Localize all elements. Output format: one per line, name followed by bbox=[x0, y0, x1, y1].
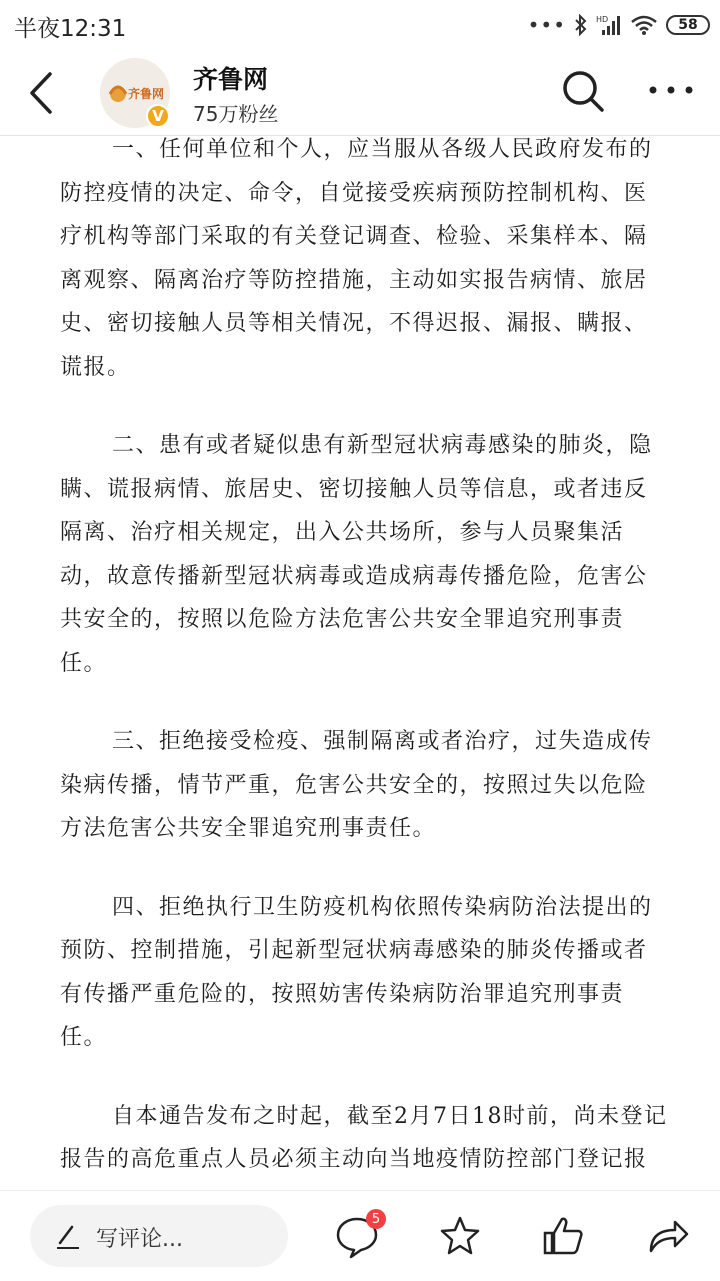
account-name[interactable]: 齐鲁网 bbox=[193, 65, 269, 94]
comment-placeholder: 写评论... bbox=[96, 1227, 183, 1252]
share-icon[interactable] bbox=[645, 1213, 691, 1259]
comment-count-badge: 5 bbox=[366, 1209, 386, 1229]
article-header bbox=[0, 50, 720, 136]
bottom-action-bar bbox=[0, 1190, 720, 1281]
star-icon[interactable] bbox=[437, 1213, 483, 1259]
comment-input[interactable] bbox=[30, 1205, 288, 1267]
bluetooth-icon bbox=[574, 14, 588, 36]
more-icon[interactable] bbox=[648, 80, 694, 100]
like-icon[interactable] bbox=[540, 1213, 586, 1259]
battery-indicator: 58 bbox=[666, 15, 710, 35]
status-time: 半夜12:31 bbox=[14, 16, 127, 42]
notification-dots-icon: ••• bbox=[527, 13, 566, 37]
signal-icon bbox=[596, 14, 622, 36]
back-icon[interactable] bbox=[22, 68, 62, 118]
wifi-icon bbox=[630, 14, 658, 36]
article-paragraph: 二、患有或者疑似患有新型冠状病毒感染的肺炎，隐瞒、谎报病情、旅居史、密切接触人员等信息，或者违反隔离、治疗相关规定，出入公共场所，参与人员聚集活动，故意传播新型冠状病毒或造成病毒传播危险，危害公共安全的，按照以危险方法危害公共安全罪追究刑事责任。 bbox=[60, 433, 653, 676]
search-icon[interactable] bbox=[560, 68, 606, 114]
article-paragraph: 三、拒绝接受检疫、强制隔离或者治疗，过失造成传染病传播，情节严重，危害公共安全的，按照过失以危险方法危害公共安全罪追究刑事责任。 bbox=[60, 729, 653, 841]
article-body bbox=[60, 128, 670, 1190]
svg-text:齐鲁网: 齐鲁网 bbox=[128, 87, 165, 101]
svg-text:HD: HD bbox=[596, 15, 609, 24]
article-paragraph: 自本通告发布之时起，截至2月7日18时前，尚未登记报告的高危重点人员必须主动向当地疫情防控部门登记报 bbox=[60, 1103, 668, 1172]
status-icons bbox=[528, 10, 710, 40]
fans-count: 75万粉丝 bbox=[193, 102, 279, 126]
article-paragraph: 一、任何单位和个人，应当服从各级人民政府发布的防控疫情的决定、命令，自觉接受疾病预防控制机构、医疗机构等部门采取的有关登记调查、检验、采集样本、隔离观察、隔离治疗等防控措施，主动如实报告病情、旅居史、密切接触人员等相关情况，不得迟报、漏报、瞒报、谎报。 bbox=[60, 137, 653, 380]
pen-icon bbox=[54, 1223, 82, 1251]
article-paragraph: 四、拒绝执行卫生防疫机构依照传染病防治法提出的预防、控制措施，引起新型冠状病毒感染的肺炎传播或者有传播严重危险的，按照妨害传染病防治罪追究刑事责任。 bbox=[60, 894, 653, 1050]
status-bar bbox=[0, 0, 720, 50]
verified-badge: V bbox=[146, 104, 170, 128]
